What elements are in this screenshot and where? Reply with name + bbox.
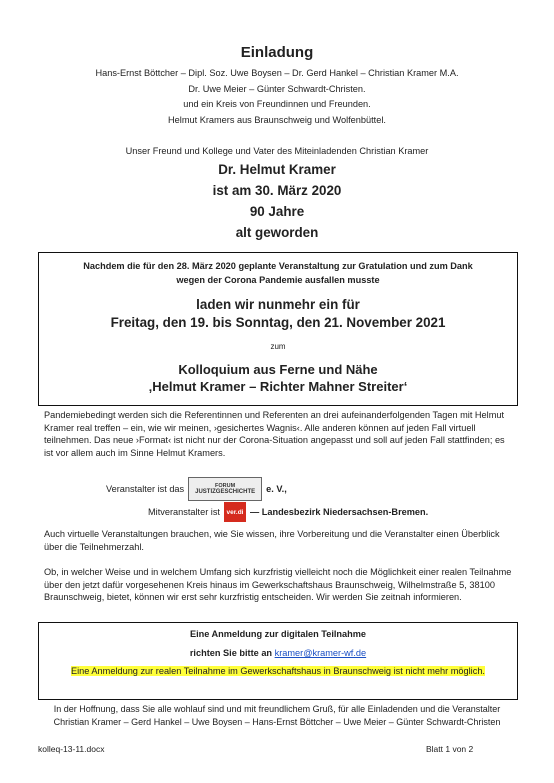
verdi-logo: ver.di [224,502,246,522]
pandemic-paragraph: Pandemiebedingt werden sich die Referentinnen und Referenten an drei aufeinanderfolgenden Tagen mit Helmut Kramer real treffen – ein, wie wir meinen, ›gesichertes Wagnis‹. Alle anderen können auf jeden Fall virtuell teilnehmen. Das neue ›Format‹ ist nicht nur der Corona-Situation angepasst und soll auf jeden Fall stattfinden; es ist vor allem auch im Sinne Helmut Kramers. [44,410,505,458]
birthday-suffix: alt geworden [235,225,319,240]
birthday-date: ist am 30. März 2020 [212,183,342,198]
contact-prefix: richten Sie bitte an [189,648,273,658]
forum-justizgeschichte-logo [188,477,262,501]
event-dates [39,296,517,332]
closing-text [0,703,554,729]
registration-heading: Eine Anmeldung zur digitalen Teilnahme [189,629,367,639]
birthday-announcement [0,159,554,243]
colloquium-line: Kolloquium aus Ferne und Nähe [178,362,378,377]
zum-label: zum [270,342,286,351]
registration-box [38,622,518,700]
event-box [38,252,518,406]
hosts-line: und ein Kreis von Freundinnen und Freunden. [183,99,371,109]
co-organizer-label: Mitveranstalter ist [148,507,220,517]
attendance-paragraph: Ob, in welcher Weise und in welchem Umfang sich kurzfristig vielleicht noch die Möglichkeit einer realen Teilnahme über den jetzt dafür vorgesehenen Kreis hinaus im Gewerkschaftshaus Braunschweig, Wilhelmstraße 5, 38100 Braunschweig, bietet, können wir erst sehr kurzfristig entscheiden. Wir werden Sie zeitnah informieren. [44,567,512,603]
hosts-line: Hans-Ernst Böttcher – Dipl. Soz. Uwe Boysen – Dr. Gerd Hankel – Christian Kramer M.A. [95,68,459,78]
postponement-note [39,259,517,287]
organizer-line [106,477,287,501]
registration-paragraph: Auch virtuelle Veranstaltungen brauchen, wie Sie wissen, ihre Vorbereitung und die Veranstalter einen Überblick über die Teilnehmerzahl. [44,529,500,552]
email-link[interactable]: kramer@kramer-wf.de [274,648,367,658]
note-line: wegen der Corona Pandemie ausfallen musste [176,275,380,285]
birthday-age: 90 Jahre [249,204,305,219]
co-organizer-suffix: — Landesbezirk Niedersachsen-Bremen. [250,507,429,517]
logo-text-top: FORUM [215,483,236,489]
hosts-line: Helmut Kramers aus Braunschweig und Wolfenbüttel. [168,114,386,125]
hosts-line: Dr. Uwe Meier – Günter Schwardt-Christen. [188,83,366,94]
footer-filename: kolleq-13-11.docx [38,744,105,754]
document-title: Einladung [240,44,314,61]
logo-text-bottom: JUSTIZGESCHICHTE [195,489,256,495]
co-organizer-line [148,502,428,522]
friend-line: Unser Freund und Kollege und Vater des Miteinladenden Christian Kramer [125,146,429,156]
note-line: Nachdem die für den 28. März 2020 geplante Veranstaltung zur Gratulation und zum Dank [83,261,473,271]
footer-page-number: Blatt 1 von 2 [426,744,474,754]
event-date-range: Freitag, den 19. bis Sonntag, den 21. November 2021 [110,315,446,330]
registration-closed-notice [47,666,509,676]
registration-contact [39,648,517,658]
colloquium-title [39,361,517,395]
invite-line: laden wir nunmehr ein für [196,297,360,312]
signatories-line: Christian Kramer – Gerd Hankel – Uwe Boysen – Hans-Ernst Böttcher – Uwe Meier – Günter Schwardt-Christen [53,717,501,727]
honoree-name: Dr. Helmut Kramer [218,162,336,177]
organizer-suffix: e. V., [266,484,287,494]
hosts-list [0,66,554,128]
closing-line: In der Hoffnung, dass Sie alle wohlauf sind und mit freundlichem Gruß, für alle Einladenden und die Veranstalter [53,704,501,714]
highlighted-notice: Eine Anmeldung zur realen Teilnahme im Gewerkschaftshaus in Braunschweig ist nicht mehr möglich. [71,666,485,676]
colloquium-subtitle: ‚Helmut Kramer – Richter Mahner Streiter‘ [148,379,408,394]
organizer-label: Veranstalter ist das [106,484,185,494]
